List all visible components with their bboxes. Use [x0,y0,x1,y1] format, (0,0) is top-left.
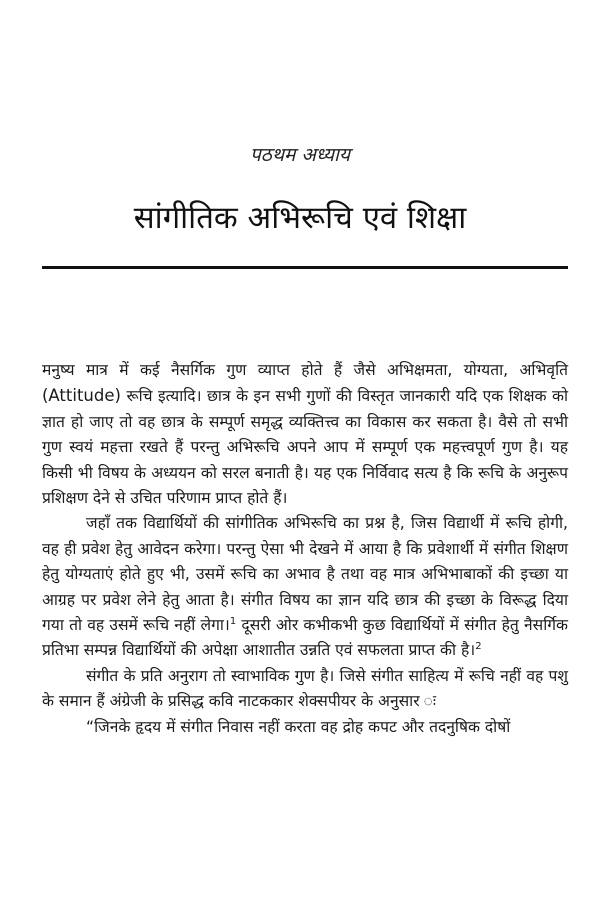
chapter-label: पठथम अध्याय [250,144,350,166]
paragraph-1-text-b: रूचि इत्यादि। छात्र के इन सभी गुणों की विस्तृत जानकारी यदि एक शिक्षक को ज्ञात हो जाए तो वह छात्र के सम्पूर्ण समृद्ध व्यक्तित्त्व का विकास कर सकता है। वैसे तो सभी गुण स्वयं महत्ता रखते हैं परन्तु अभिरूचि अपने आप में सम्पूर्ण एक महत्त्वपूर्ण गुण है। यह किसी भी विषय के अध्ययन को सरल बनाती है। यह एक निर्विवाद सत्य है कि रूचि के अनुरूप प्रशिक्षण देने से उचित परिणाम प्राप्त होते हैं। [42,387,568,508]
paragraph-4-text: “जिनके हृदय में संगीत निवास नहीं करता वह द्रोह कपट और तदनुषिक दोषों [86,717,511,736]
paragraph-3 [42,664,568,715]
paragraph-2-text-a: जहाँ तक विद्यार्थियों की सांगीतिक अभिरूचि का प्रश्न है, जिस विद्यार्थी में रूचि होगी, वह ही प्रवेश हेतु आवेदन करेगा। परन्तु ऐसा भी देखने में आया है कि प्रवेशार्थी में संगीत शिक्षण हेतु योग्यताएं होते हुए भी, उसमें रूचि का अभाव है तथा वह मात्र अभिभाबाकों की इच्छा या आग्रह पर प्रवेश लेने हेतु आता है। संगीत विषय का ज्ञान यदि छात्र की इच्छा के विरूद्ध दिया गया तो वह उसमें रूचि नहीं लेगा। [42,514,568,635]
body-text [42,358,568,740]
footnote-ref-2: 2 [475,641,482,653]
paragraph-1-text-a: मनुष्य मात्र में कई नैसर्गिक गुण व्याप्त होते हैं जैसे अभिक्षमता, योग्यता, अभिवृति [42,361,568,379]
paragraph-1-latin-term: (Attitude) [42,386,121,406]
paragraph-4 [42,715,568,740]
title-divider [42,266,568,269]
paragraph-3-text: संगीत के प्रति अनुराग तो स्वाभाविक गुण है। जिसे संगीत साहित्य में रूचि नहीं वह पशु के समान हैं अंग्रेजी के प्रसिद्ध कवि नाटककार शेक्सपीयर के अनुसार ः [42,666,568,711]
paragraph-2-text-b: दूसरी ओर कभीकभी कुछ विद्यार्थियों में संगीत हेतु नैसर्गिक प्रतिभा सम्पन्न विद्यार्थियों की अपेक्षा आशातीत उन्नति एवं सफलता प्राप्त की है। [42,616,568,660]
footnote-ref-1: 1 [229,615,237,627]
chapter-title: सांगीतिक अभिरूचि एवं शिक्षा [133,200,467,236]
paragraph-2 [42,511,568,663]
paragraph-1 [42,358,568,511]
